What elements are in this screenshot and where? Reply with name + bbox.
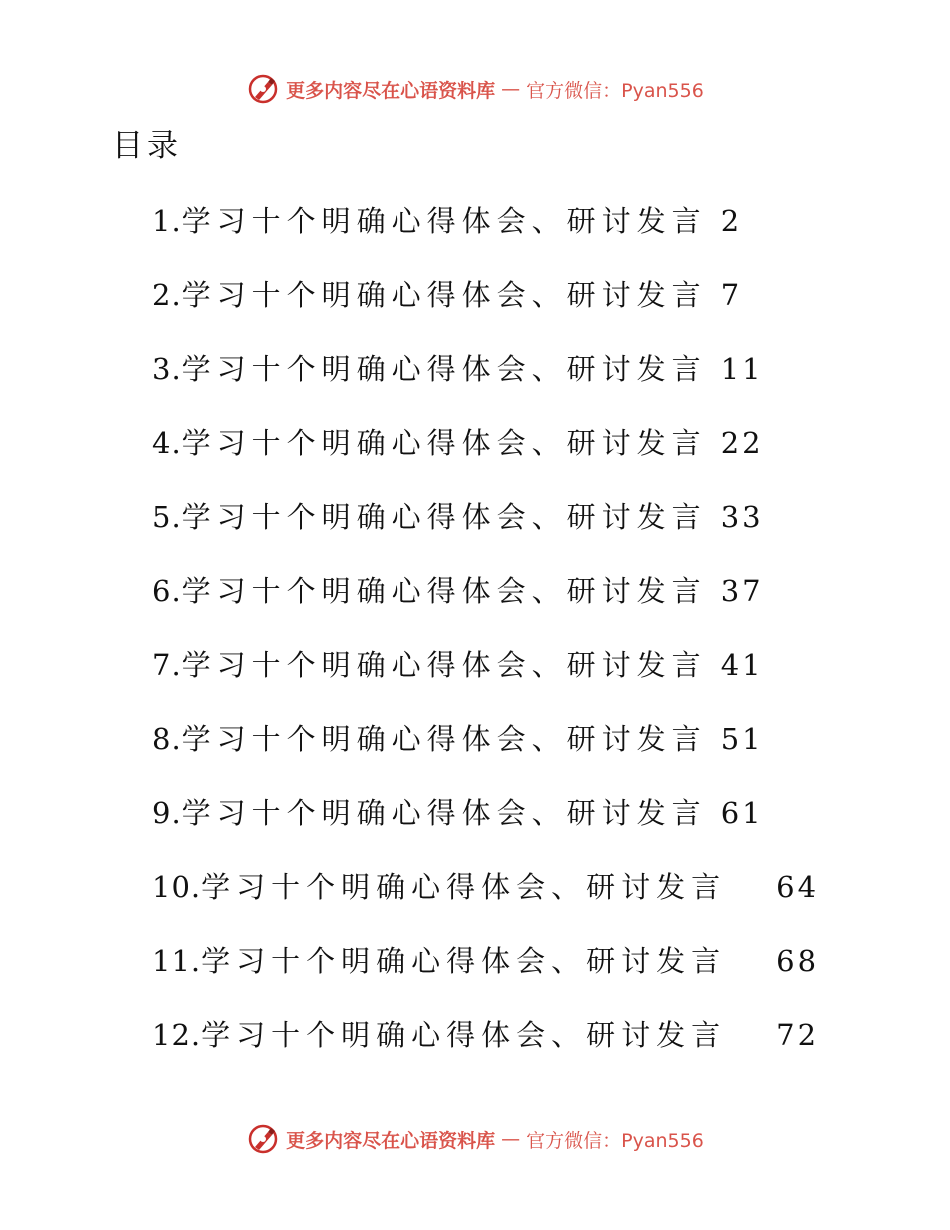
watermark-sub-text: 官方微信：Pyan556 <box>526 1129 704 1152</box>
toc-item-number: 10. <box>152 870 202 904</box>
pen-circle-logo-icon <box>246 1122 280 1156</box>
watermark-sub-text: 官方微信：Pyan556 <box>526 79 704 102</box>
watermark-main-text: 更多内容尽在心语资料库 <box>286 79 496 102</box>
toc-item-text: 学习十个明确心得体会、研讨发言 <box>181 352 707 386</box>
toc-item-page: 22 <box>720 426 764 460</box>
toc-title: 目录 <box>112 128 182 164</box>
toc-item-number: 1. <box>152 204 182 238</box>
toc-item-page: 7 <box>720 278 743 312</box>
toc-item-text: 学习十个明确心得体会、研讨发言 <box>201 870 727 904</box>
watermark-dash: — <box>501 1128 521 1150</box>
toc-item[interactable] <box>152 270 819 344</box>
toc-item-text: 学习十个明确心得体会、研讨发言 <box>201 1018 727 1052</box>
toc-item[interactable] <box>152 788 819 862</box>
toc-item-text: 学习十个明确心得体会、研讨发言 <box>201 944 727 978</box>
toc-item-page: 72 <box>776 1018 820 1052</box>
watermark-dash: — <box>501 78 521 100</box>
toc-item[interactable] <box>152 344 819 418</box>
toc-item-page: 61 <box>720 796 764 830</box>
toc-item-page: 68 <box>776 944 820 978</box>
toc-item-text: 学习十个明确心得体会、研讨发言 <box>181 204 707 238</box>
toc-item-page: 51 <box>720 722 764 756</box>
toc-item[interactable] <box>152 418 819 492</box>
watermark-main-text: 更多内容尽在心语资料库 <box>286 1129 496 1152</box>
toc-item-page: 64 <box>776 870 820 904</box>
toc-item-text: 学习十个明确心得体会、研讨发言 <box>181 722 707 756</box>
toc-item-number: 12. <box>152 1018 202 1052</box>
toc-item-page: 37 <box>720 574 764 608</box>
toc-item-number: 4. <box>152 426 182 460</box>
toc-item-text: 学习十个明确心得体会、研讨发言 <box>181 574 707 608</box>
toc-item-number: 8. <box>152 722 182 756</box>
footer-watermark <box>0 1122 950 1156</box>
toc-item-page: 33 <box>720 500 764 534</box>
toc-item-text: 学习十个明确心得体会、研讨发言 <box>181 426 707 460</box>
toc-item[interactable] <box>152 196 819 270</box>
toc-item[interactable] <box>152 640 819 714</box>
toc-item-number: 7. <box>152 648 182 682</box>
toc-item[interactable] <box>152 936 819 1010</box>
toc-item[interactable] <box>152 1010 819 1084</box>
toc-item-text: 学习十个明确心得体会、研讨发言 <box>181 648 707 682</box>
toc-item-text: 学习十个明确心得体会、研讨发言 <box>181 500 707 534</box>
header-watermark <box>0 72 950 106</box>
toc-item-number: 3. <box>152 352 182 386</box>
toc-list <box>152 196 819 1084</box>
toc-item-text: 学习十个明确心得体会、研讨发言 <box>181 796 707 830</box>
toc-item[interactable] <box>152 862 819 936</box>
toc-item-text: 学习十个明确心得体会、研讨发言 <box>181 278 707 312</box>
toc-item-number: 11. <box>152 944 202 978</box>
toc-item[interactable] <box>152 566 819 640</box>
toc-item-page: 11 <box>720 352 764 386</box>
toc-item[interactable] <box>152 492 819 566</box>
toc-item-page: 41 <box>720 648 764 682</box>
toc-item[interactable] <box>152 714 819 788</box>
toc-item-page: 2 <box>720 204 743 238</box>
toc-item-number: 5. <box>152 500 182 534</box>
toc-item-number: 9. <box>152 796 182 830</box>
toc-item-number: 6. <box>152 574 182 608</box>
toc-item-number: 2. <box>152 278 182 312</box>
pen-circle-logo-icon <box>246 72 280 106</box>
